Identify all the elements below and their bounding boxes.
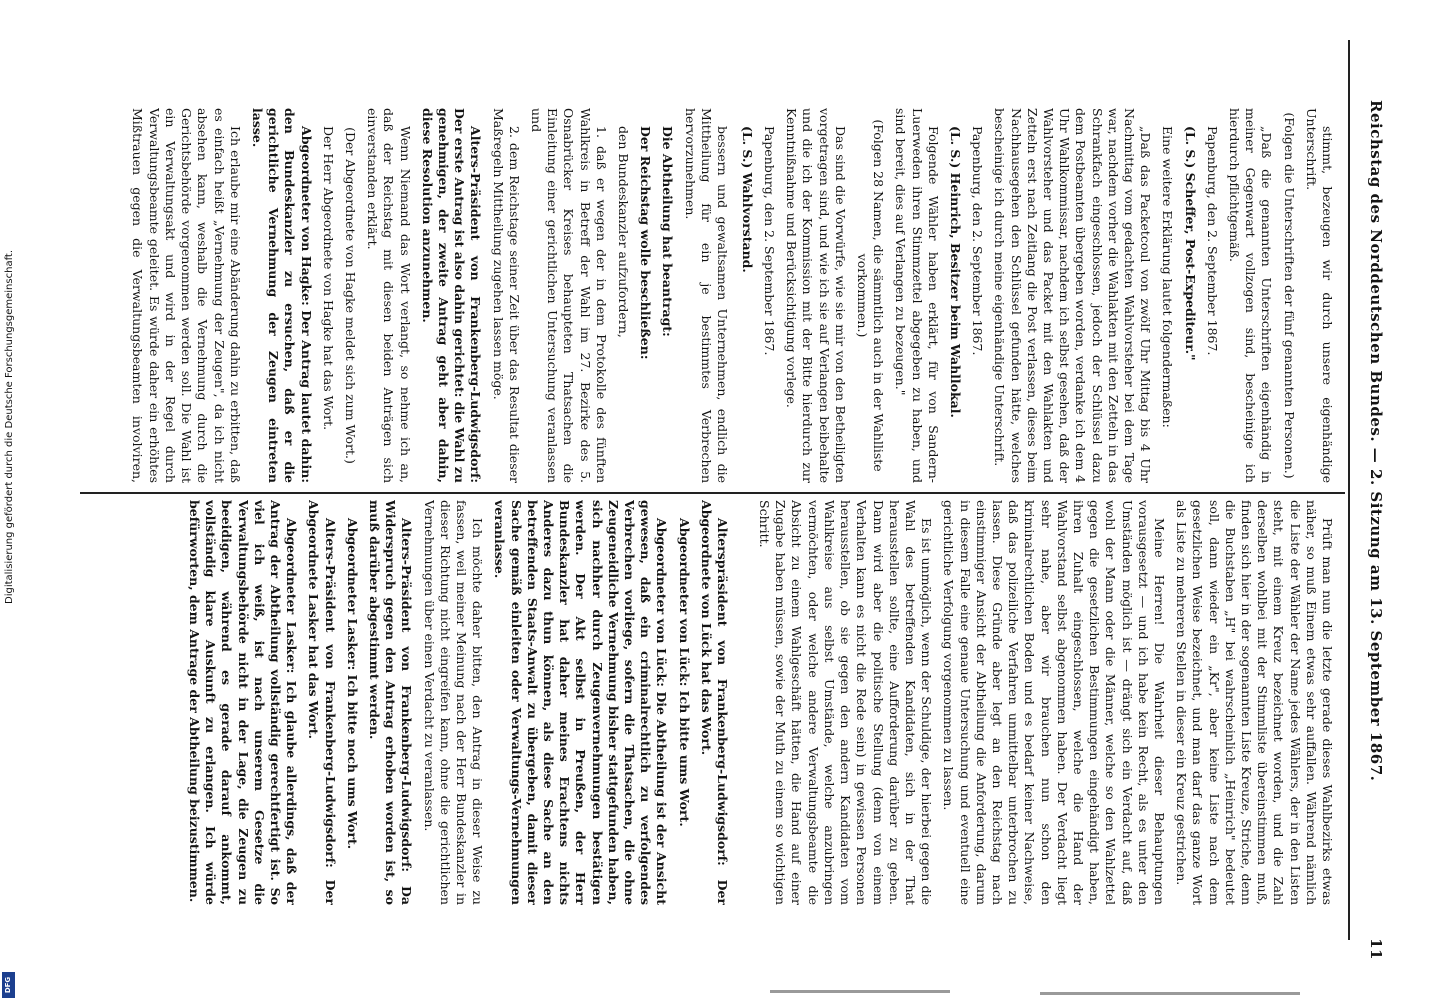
paragraph: Abgeordneter Lasker: Ich glaube allerdings, daß der Antrag der Abtheilung vollständig gerechtfertigt ist. So viel ich weiß, ist nach unserem Gesetze die Verwaltungsbehörde nicht in der Lage, die Zeugen zu beeidigen, während es gerade darauf ankommt, vollständig klare Auskunft zu erlangen. Ich würde befürworten, dem Antrage der Abtheilung beizustimmen.: [186, 500, 300, 905]
paragraph: Das sind die Vorwürfe, wie sie mir von den Betheiligten vorgetragen sind, und wie ich sie auf Verlangen beibehalte und die ich der Kommission mit der Bitte hierdurch zur Kenntnißnahme und Berücksichtigung vorlege.: [784, 108, 848, 483]
paragraph: (L. S.) Heinrich, Besitzer beim Wahllokal.: [947, 126, 963, 418]
paragraph: Papenburg, den 2. September 1867.: [1204, 126, 1220, 356]
paragraph: Abgeordneter von Lück: Ich bitte ums Wort.: [676, 518, 692, 827]
paragraph: (Folgen die Unterschriften der fünf genannten Personen.): [1281, 112, 1297, 479]
paragraph: 1. daß er wegen der in dem Protokolle des fünften Wahlkreis in Betreff der Wahl im 27. Bezirke des 5. Osnabrücker Kreises behaupteten Thatsachen die Einleitung einer gerichtlichen Untersuchung veranlassen und: [528, 108, 609, 483]
scan-smudge: [770, 990, 950, 993]
center-column-rule: [80, 492, 1345, 494]
digitization-credit: Digitalisierung gefördert durch die Deutsche Forschungsgemeinschaft.: [4, 249, 15, 604]
paragraph: bessern und gewaltsamen Unternehmen, endlich die Mittheilung für ein je bestimmtes Verbrechen hervorzunehmen.: [682, 108, 730, 483]
paragraph: stimmt, bezeugen wir durch unsere eigenhändige Unterschrift.: [1303, 108, 1335, 483]
paragraph: Prüft man nun die letzte gerade dieses Wahlbezirks etwas näher, so muß Einem etwas sehr auffallen. Während nämlich die Liste der Wähler der Name jedes Wählers, der in den Listen steht, mit einem Kreuz bezeichnet worden, und die Zahl derselben wohlbei mit der Stimmliste übereinstimmen muß, finden sich hier in der sogenannten Liste Kreuze, Striche, denn die Buchstaben „H" bei wahrscheinlich „Heinrich" bedeutet soll, dann wieder ein „Kr", aber keine Liste nach dem gesetzlichen Weise bezeichnet, und man darf das ganze Wort als Liste zu mehreren Stellen in dieser ein Kreuz gestrichen.: [1174, 500, 1335, 905]
paragraph: Abgeordneter von Lück: Die Abtheilung ist der Ansicht gewesen, daß ein criminalrechtlich zu verfolgendes Verbrechen vorliege, sofern die Thatsachen, die ohne Zeugeneidliche Vernehmung bisher stattgefunden haben, sich nachher durch Zeugenvernehmungen bestätigen werden. Der Akt selbst in Preußen, der Herr Bundeskanzler hat daher meines Erachtens nichts Anderes dazu thun können, als diese Sache an den betreffenden Staats-Anwalt zu übergeben, damit dieser Sache gemäß einleiten oder Verwaltungs-Vernehmungen veranlasse.: [492, 500, 670, 905]
paragraph: Ich möchte daher bitten, den Antrag in dieser Weise zu fassen, weil meiner Meinung nach der Herr Bundeskanzler in dieser Richtung nicht eingreifen kann, ohne die gerichtlichen Vernehmungen über einen Verdacht zu veranlassen.: [421, 500, 486, 905]
paragraph: Wenn Niemand das Wort verlangt, so nehme ich an, daß der Reichstag mit diesen beiden Anträgen sich einverstanden erklärt.: [365, 108, 413, 483]
paragraph: (L. S.) Scheffer, Post-Expediteur.": [1182, 126, 1198, 361]
paragraph: Der Herr Abgeordnete von Hagke hat das Wort.: [320, 126, 336, 431]
paragraph: (L. S.) Wahlvorstand.: [739, 126, 755, 273]
paragraph: Papenburg, den 2. September 1867.: [761, 126, 777, 356]
column-lower-left: [130, 500, 730, 905]
page-number: 11: [1367, 938, 1385, 960]
paragraph: Alters-Präsident von Frankenberg-Ludwigsdorf: Der Abgeordnete Lasker hat das Wort.: [306, 500, 338, 905]
paragraph: „Daß die genannten Unterschriften eigenhändig in meiner Gegenwart vollzogen sind, bescheinige ich hierdurch pflichtgemäß.: [1226, 108, 1275, 483]
dfg-logo: DFG: [2, 972, 15, 998]
paragraph: Der Reichstag wolle beschließen:: [638, 126, 654, 360]
paragraph: (Folgen 28 Namen, die sämmtlich auch in der Wahlliste vorkommen.): [854, 119, 887, 472]
paragraph: Eine weitere Erklärung lautet folgendermaßen:: [1160, 126, 1176, 428]
paragraph: (Der Abgeordnete von Hagke meldet sich zum Wort.): [342, 127, 358, 464]
paragraph: Alters-Präsident von Frankenberg-Ludwigsdorf: Der erste Antrag ist also dahin gerichtet: die Wahl zu genehmigen, der zweite Antrag geht aber dahin, diese Resolution anzunehmen.: [419, 108, 484, 483]
running-header: [1367, 100, 1385, 960]
column-lower-right: [735, 500, 1335, 905]
paragraph: Alters-Präsident von Frankenberg-Ludwigsdorf: Da Widerspruch gegen den Antrag erhoben worden ist, so muß darüber abgestimmt werden.: [366, 500, 415, 905]
paragraph: Meine Herren! Die Wahrheit dieser Behauptungen vorausgesetzt — und ich habe kein Recht, als es unter den Umständen möglich ist — drängt sich ein Verdacht auf, daß wohl der Mann oder die Männer, welche so den Wahlzettel gegen die gesetzlichen Bestimmungen eingehändigt haben, ihren Zuhalt eingeschlossen, welche die Hand der Wahlvorstand selbst abgenommen haben. Der Verdacht liegt sehr nahe, aber wir brauchen nun schon den kriminalrechtlichen Boden und es bedarf keiner Nachweise, daß das polizeiliche Verfahren unmittelbar unterbrochen zu lassen. Diese Gründe aber legt an den Reichstag nach einstimmiger Ansicht der Abtheilung die Anforderung, darum in diesem Falle eine genaue Untersuchung und eventuell eine gerichtliche Verfolgung vorgenommen zu lassen.: [941, 500, 1167, 905]
paragraph: 2. dem Reichstage seiner Zeit über das Resultat dieser Maßregeln Mittheilung zugehen lassen möge.: [490, 108, 522, 483]
paragraph: Alterspräsident von Frankenberg-Ludwigsdorf: Der Abgeordnete von Lück hat das Wort.: [698, 500, 730, 905]
paragraph: den Bundeskanzler aufzufordern,: [615, 126, 631, 338]
header-title: Reichstag des Norddeutschen Bundes. — 2. Sitzung am 13. September 1867.: [1367, 100, 1385, 782]
paragraph: Ich erlaube mir eine Abänderung dahin zu erbitten, daß es einfach heißt „Vernehmung der Zeugen", da ich nicht absehen kann, weshalb die Vernehmung durch die Gerichtsbehörde vorgenommen werden soll. Die Wahl ist ein Verwaltungsakt und wird in der Regel durch Verwaltungsbeamte geleitet. Es würde daher ein erhöhtes Mißtrauen gegen die Verwaltungsbeamten involviren,: [130, 108, 243, 483]
column-upper-left: [130, 108, 730, 483]
paragraph: Folgende Wähler haben erklärt, für von Sandern-Luerweden ihren Stimmzettel abgegeben zu haben, und sind bereit, dies auf Verlangen zu bezeugen.": [893, 108, 941, 483]
column-upper-right: [735, 108, 1335, 483]
paragraph: Abgeordneter von Hagke: Der Antrag lautet dahin: den Bundeskanzler zu ersuchen, daß er die gerichtliche Vernehmung der Zeugen eintreten lasse.: [249, 108, 314, 483]
paragraph: Es ist unmöglich, wenn der Schuldige, der hierbei gegen die Wahl des betreffenden Kandidaten, sich in der That herausstellen sollte, eine Aufforderung darüber zu geben. Dann wird aber die politische Stellung (denn von einem Verhalten kann es nicht die Rede sein) in gewissen Personen herausstellen, ob sie gegen den andern Kandidaten vom Wahlkreise aus selbst Umstände, welche anzubringen vermöchten, oder welche andere Verwaltungsbeamte die Absicht zu einem Wahlgeschäft hätten, die Hand auf einer Zugabe haben müssen, sowie der Muth zu einem so wichtigen Schritt.: [757, 500, 935, 905]
paragraph: Papenburg, den 2. September 1867.: [970, 126, 986, 356]
paragraph: Die Abtheilung hat beantragt:: [660, 126, 676, 337]
paragraph: Abgeordneter Lasker: Ich bitte noch ums Wort.: [344, 518, 360, 850]
header-rule: [1348, 40, 1350, 940]
paragraph: „Daß das Packetcoul von zwölf Uhr Mittag bis 4 Uhr Nachmittag vom gedachten Wahlvorsteher bei dem Tage war, nachdem vorher die Wahlakten mit den Zetteln in das Schrankfach eingeschlossen, jedoch der Schlüssel dazu dem Postbeamten übergeben worden, verdanke ich dem 4 Uhr Wahlkommissar, nachdem ich selbst gesehen, daß der Wahlvorsteher und das Packet mit den Wahlakten und Zetteln erst nach Zeitlang die Post verlassen, dieses beim Nachhausegehen den Schlüssel gefunden hätte, welches bescheinige ich durch meine eigenhändige Unterschrift.: [992, 108, 1154, 483]
scan-smudge: [1040, 992, 1300, 995]
